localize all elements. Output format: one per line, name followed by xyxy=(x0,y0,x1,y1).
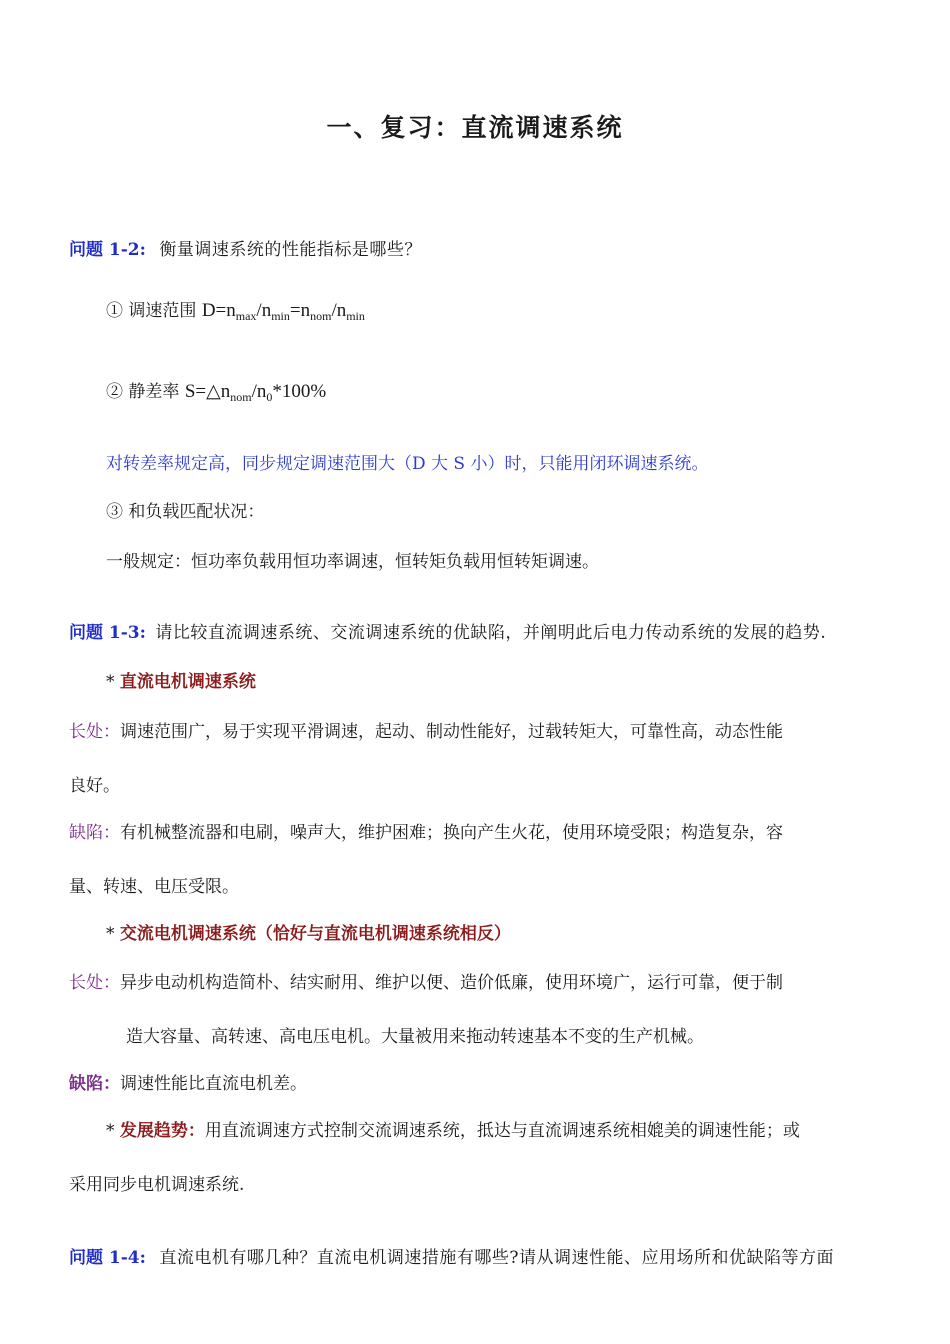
ac-advantages-cont: 造大容量、高转速、高电压电机。大量被用来拖动转速基本不变的生产机械。 xyxy=(126,1027,704,1047)
question-1-4 xyxy=(69,1243,834,1268)
ac-disadvantages: 缺陷：调速性能比直流电机差。 xyxy=(69,1074,307,1094)
item-speed-range: ① 调速范围 $D=n_{max}/n_{min}=n_{nom}/n_{min}$ xyxy=(106,300,365,323)
question-text: 直流电机有哪几种？直流电机调速措施有哪些?请从调速性能、应用场所和优缺陷等方面 xyxy=(159,1248,834,1268)
question-1-2 xyxy=(69,235,422,260)
dc-advantages-cont: 良好。 xyxy=(69,776,120,796)
item-load-match: ③ 和负载匹配状况： xyxy=(106,502,265,522)
item-static-error: ② 静差率 $S=\triangle n_{nom}/n_0*100\%$ xyxy=(106,381,327,404)
closed-loop-note: 对转差率规定高，同步规定调速范围大（D 大 S 小）时，只能用闭环调速系统。 xyxy=(106,454,709,474)
question-text: 衡量调速系统的性能指标是哪些？ xyxy=(159,240,422,260)
question-text: 请比较直流调速系统、交流调速系统的优缺陷，并阐明此后电力传动系统的发展的趋势. xyxy=(155,623,827,643)
question-label: 问题 1-3: xyxy=(69,623,146,643)
question-1-3 xyxy=(69,618,826,643)
question-label: 问题 1-4: xyxy=(69,1248,146,1268)
dc-heading: * 直流电机调速系统 xyxy=(106,672,256,692)
general-rule: 一般规定：恒功率负载用恒功率调速，恒转矩负载用恒转矩调速。 xyxy=(106,552,599,572)
ac-advantages: 长处：异步电动机构造简朴、结实耐用、维护以便、造价低廉，使用环境广，运行可靠，便于制 xyxy=(69,973,783,993)
dc-disadvantages-cont: 量、转速、电压受限。 xyxy=(69,877,239,897)
dc-disadvantages: 缺陷：有机械整流器和电刷，噪声大，维护困难；换向产生火花，使用环境受限；构造复杂，容 xyxy=(69,823,783,843)
page-title: 一、复习：直流调速系统 xyxy=(326,113,624,142)
trend: * 发展趋势：用直流调速方式控制交流调速系统，抵达与直流调速系统相媲美的调速性能；或 xyxy=(106,1121,800,1141)
trend-cont: 采用同步电机调速系统. xyxy=(69,1175,245,1195)
dc-advantages: 长处：调速范围广，易于实现平滑调速，起动、制动性能好，过载转矩大，可靠性高，动态性能 xyxy=(69,722,783,742)
ac-heading: * 交流电机调速系统（恰好与直流电机调速系统相反） xyxy=(106,924,511,944)
question-label: 问题 1-2: xyxy=(69,240,146,260)
